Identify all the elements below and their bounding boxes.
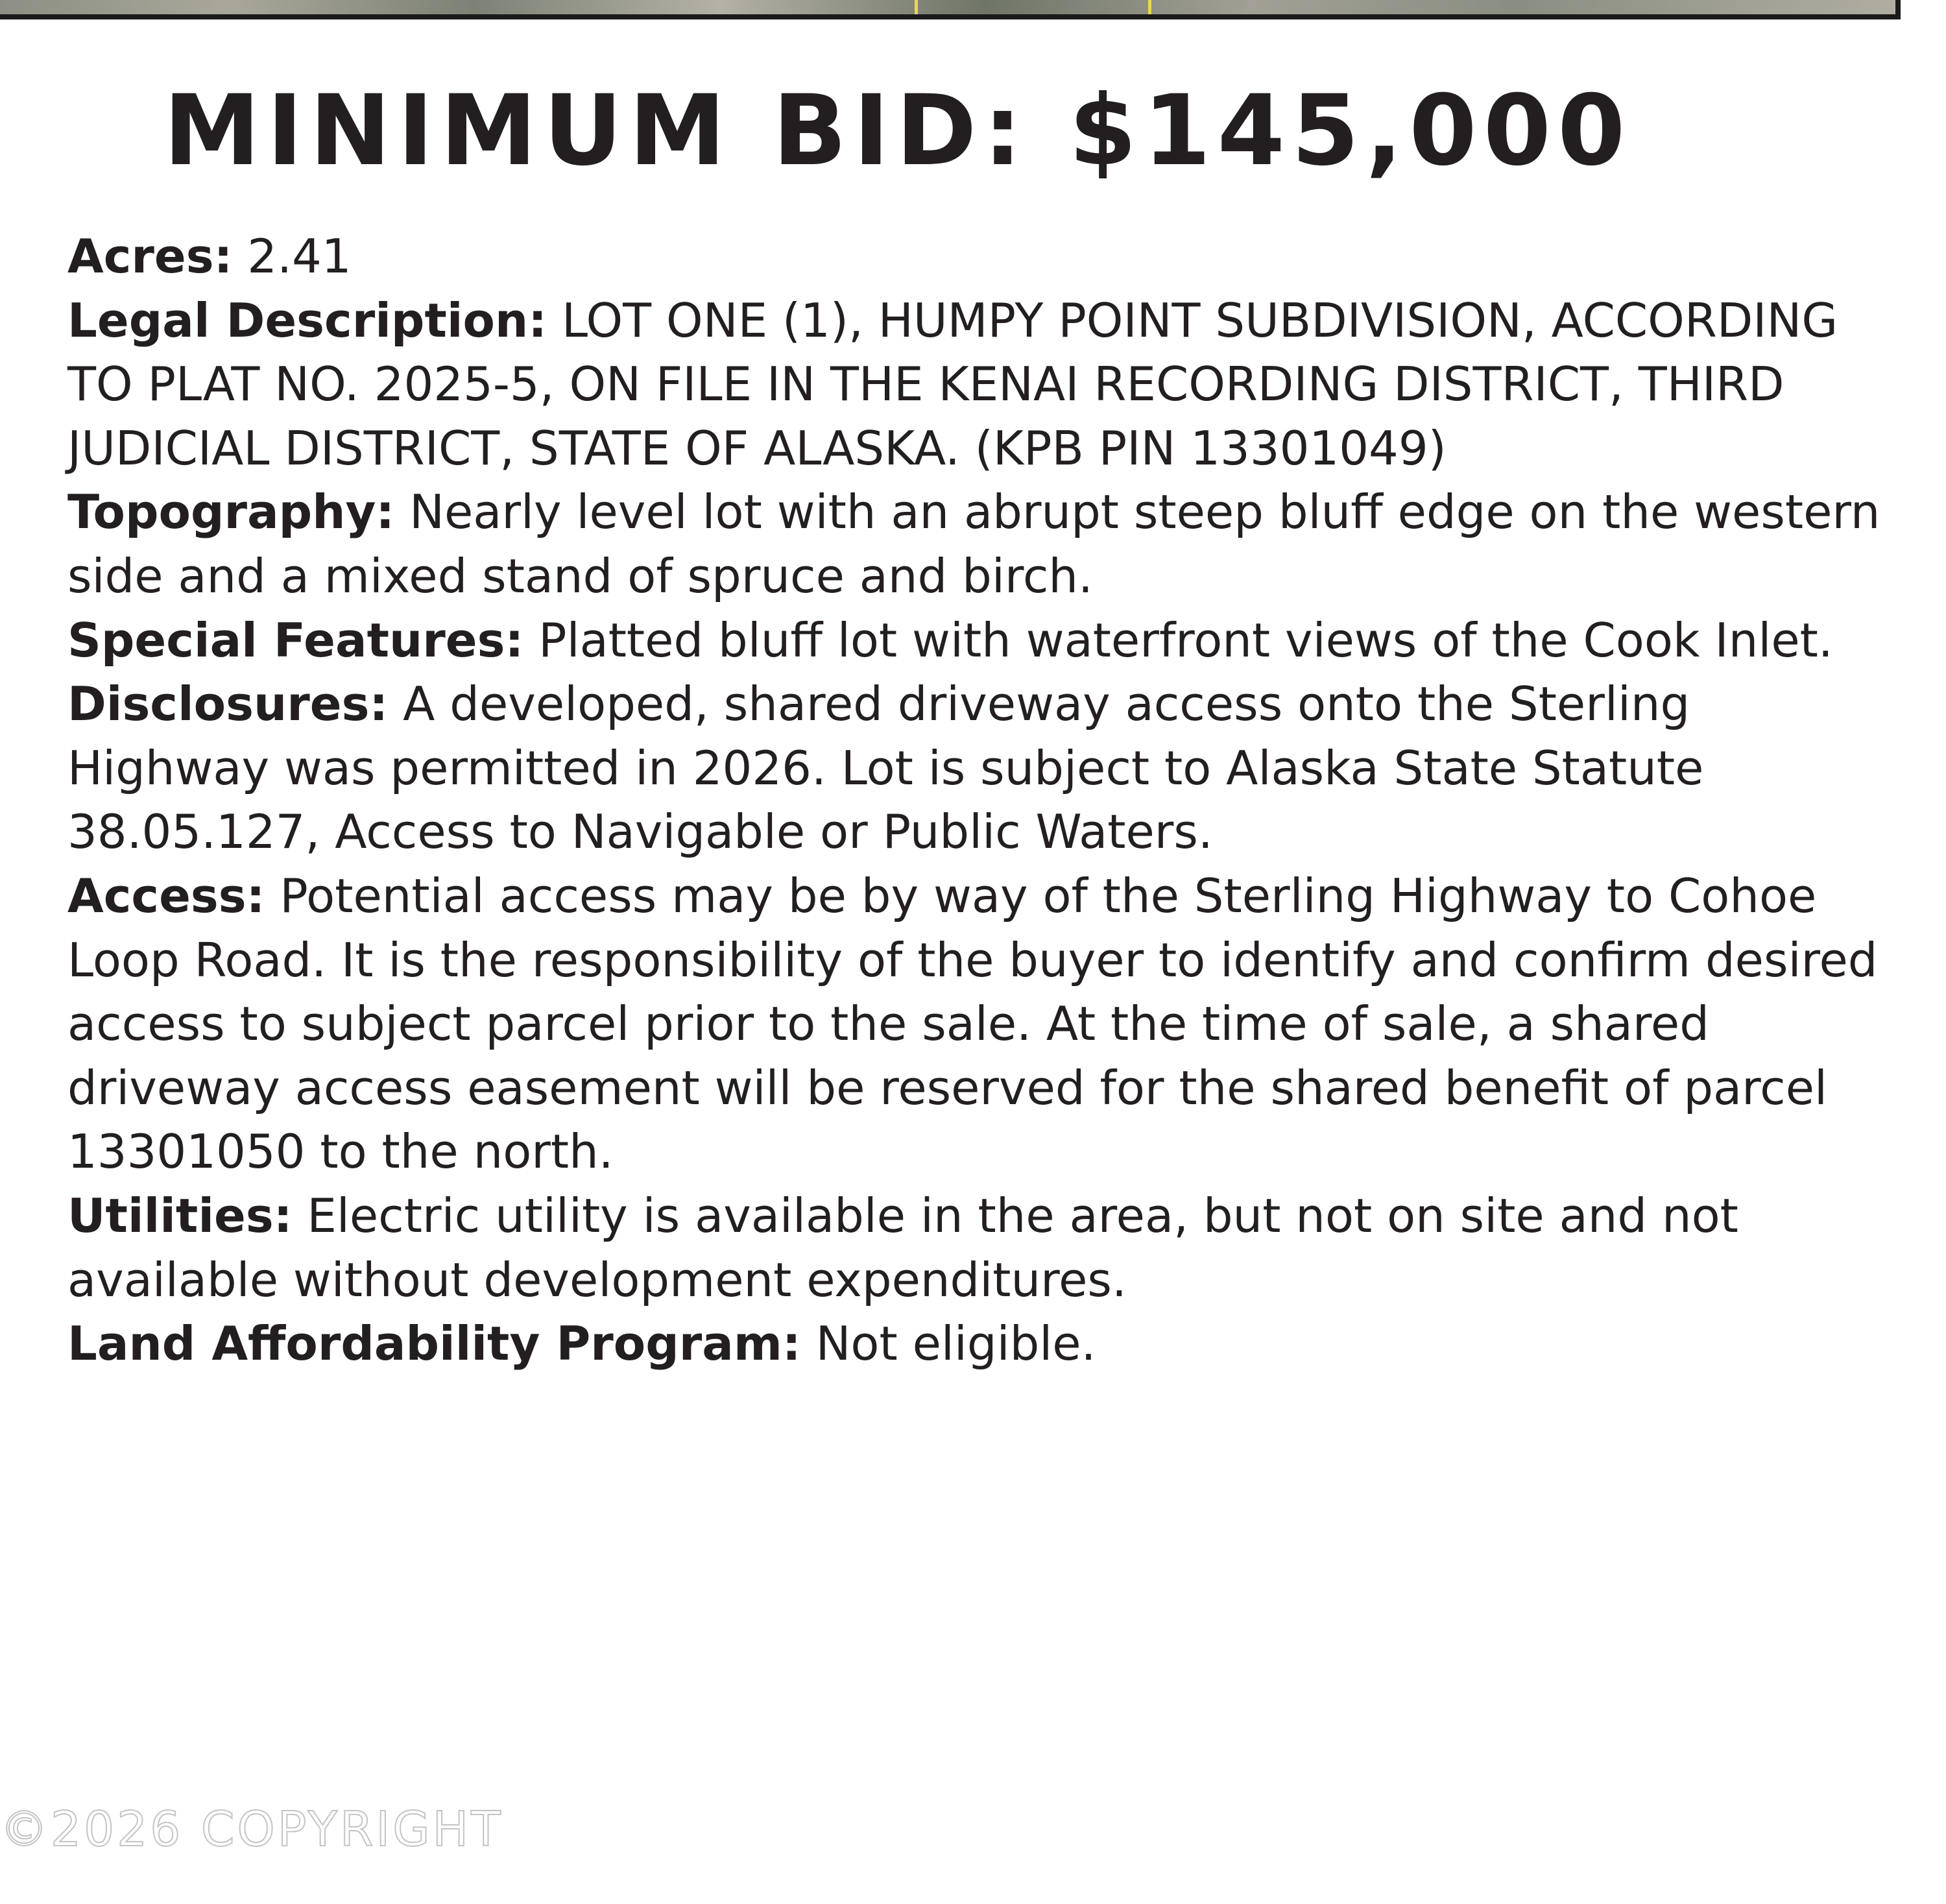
detail-value: Nearly level lot with an abrupt steep bluff edge on the western side and a mixed stand of spruce and birch. [67,485,1880,603]
detail-legal-description [67,289,1903,481]
detail-access [67,864,1903,1184]
detail-label: Acres: [67,229,233,283]
detail-value: LOT ONE (1), HUMPY POINT SUBDIVISION, ACCORDING TO PLAT NO. 2025-5, ON FILE IN THE KENAI RECORDING DISTRICT, THIRD JUDICIAL DISTRICT, STATE OF ALASKA. (KPB PIN 13301049) [67,293,1838,476]
detail-label: Access: [67,868,265,923]
minimum-bid-heading [163,73,1631,189]
detail-label: Topography: [67,485,395,540]
parcel-details [67,224,1903,1376]
detail-value: Platted bluff lot with waterfront views of the Cook Inlet. [538,612,1833,668]
detail-utilities [67,1184,1903,1312]
detail-label: Legal Description: [67,293,547,348]
copyright-watermark: ©2026 COPYRIGHT [0,1802,503,1857]
minimum-bid-label: MINIMUM BID: [163,75,1029,187]
detail-special-features [67,609,1903,673]
road-line [915,0,918,14]
detail-value: Not eligible. [815,1316,1096,1371]
detail-label: Special Features: [67,612,524,668]
aerial-photo-strip [0,0,1901,19]
detail-value: Potential access may be by way of the Sterling Highway to Cohoe Loop Road. It is the responsibility of the buyer to identify and confirm desired access to subject parcel prior to the sale. At the time of sale, a shared driveway access easement will be reserved for the shared benefit of parcel 13301050 to the north. [67,868,1878,1179]
detail-label: Utilities: [67,1188,293,1243]
detail-label: Disclosures: [67,677,389,732]
detail-value: Electric utility is available in the area, but not on site and not available without development expenditures. [67,1188,1738,1307]
detail-land-affordability-program [67,1312,1903,1376]
detail-label: Land Affordability Program: [67,1316,801,1371]
detail-topography [67,480,1903,608]
detail-value: A developed, shared driveway access onto the Sterling Highway was permitted in 2026. Lot is subject to Alaska State Statute 38.05.127, Access to Navigable or Public Waters. [67,677,1704,860]
minimum-bid-amount: $145,000 [1068,75,1632,187]
detail-disclosures [67,672,1903,864]
road-line [1148,0,1151,14]
detail-value: 2.41 [247,229,352,283]
detail-acres [67,224,1903,289]
